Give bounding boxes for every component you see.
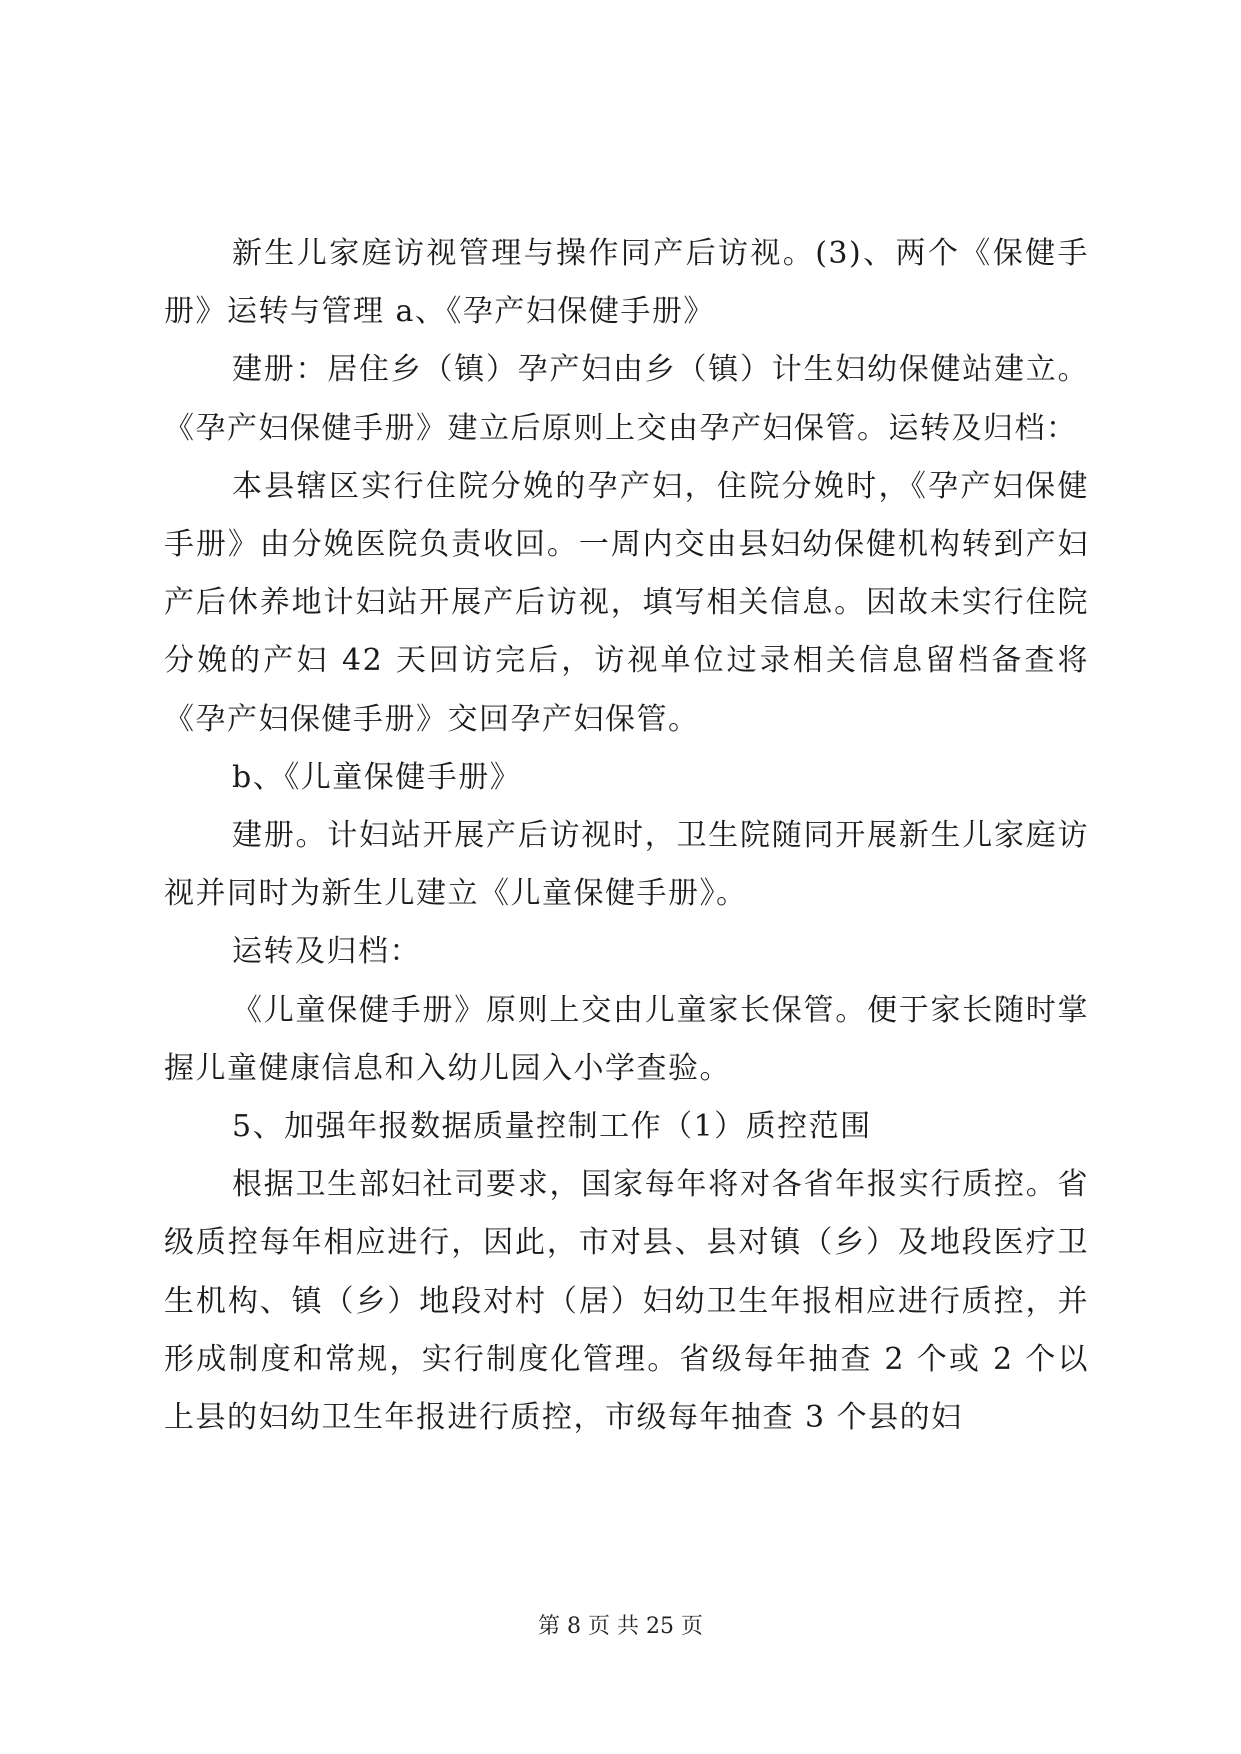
- paragraph-2: 建册：居住乡（镇）孕产妇由乡（镇）计生妇幼保健站建立。《孕产妇保健手册》建立后原则上交由孕产妇保管。运转及归档：: [164, 352, 1089, 446]
- paragraph-1: 新生儿家庭访视管理与操作同产后访视。(3)、两个《保健手册》运转与管理 a、《孕产妇保健手册》: [164, 236, 1089, 330]
- document-body: [164, 225, 1089, 1447]
- paragraph-5: 建册。计妇站开展产后访视时，卫生院随同开展新生儿家庭访视并同时为新生儿建立《儿童保健手册》。: [164, 818, 1089, 912]
- paragraph-4: b、《儿童保健手册》: [232, 759, 522, 795]
- page-number-footer: 第 8 页 共 25 页: [538, 1614, 703, 1639]
- paragraph-6: 运转及归档：: [232, 934, 421, 970]
- paragraph-7: 《儿童保健手册》原则上交由儿童家长保管。便于家长随时掌握儿童健康信息和入幼儿园入小学查验。: [164, 992, 1089, 1086]
- paragraph-3: 本县辖区实行住院分娩的孕产妇，住院分娩时，《孕产妇保健手册》由分娩医院负责收回。一周内交由县妇幼保健机构转到产妇产后休养地计妇站开展产后访视，填写相关信息。因故未实行住院分娩的产妇 42 天回访完后，访视单位过录相关信息留档备查将《孕产妇保健手册》交回孕产妇保管。: [164, 468, 1089, 737]
- paragraph-8: 5、加强年报数据质量控制工作（1）质控范围: [232, 1109, 872, 1145]
- paragraph-9: 根据卫生部妇社司要求，国家每年将对各省年报实行质控。省级质控每年相应进行，因此，市对县、县对镇（乡）及地段医疗卫生机构、镇（乡）地段对村（居）妇幼卫生年报相应进行质控，并形成制度和常规，实行制度化管理。省级每年抽查 2 个或 2 个以上县的妇幼卫生年报进行质控，市级每年抽查 3 个县的妇: [164, 1167, 1089, 1436]
